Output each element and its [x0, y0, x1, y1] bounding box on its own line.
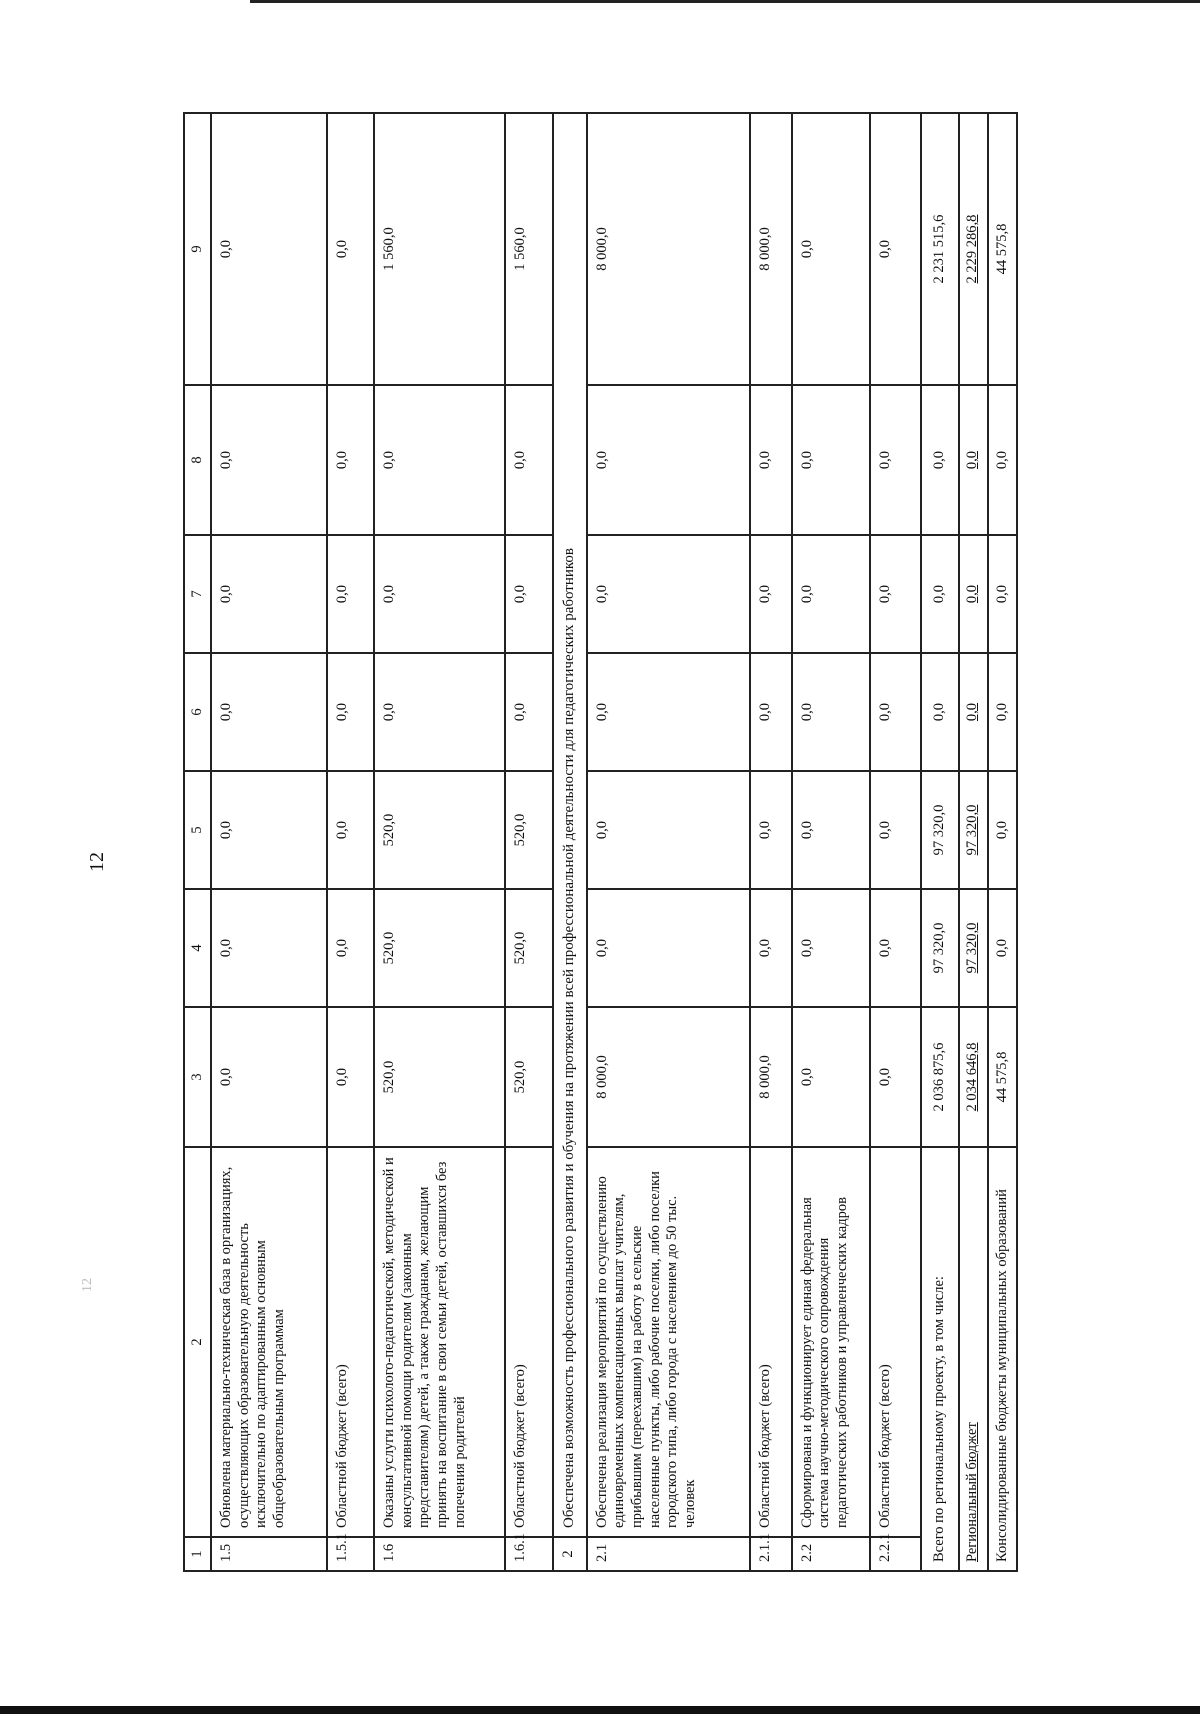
row-code: 2.2.1 — [870, 1537, 920, 1571]
total-row — [921, 113, 959, 1571]
value-cell: 0,0 — [587, 889, 750, 1007]
value-cell: 0,0 — [792, 385, 871, 535]
total-value: 0,0 — [921, 385, 959, 535]
value-cell: 0,0 — [750, 653, 792, 771]
header-cell: 3 — [184, 1007, 211, 1147]
value-cell: 0,0 — [792, 535, 871, 653]
value-cell: 0,0 — [327, 385, 374, 535]
value-cell: 0,0 — [327, 653, 374, 771]
value-cell: 0,0 — [327, 535, 374, 653]
total-value: 0,0 — [959, 653, 988, 771]
total-value: 0,0 — [959, 535, 988, 653]
value-cell: 0,0 — [505, 385, 552, 535]
value-cell: 0,0 — [792, 653, 871, 771]
value-cell: 0,0 — [792, 113, 871, 385]
row-code: 1.6.1 — [505, 1537, 552, 1571]
value-cell: 0,0 — [587, 385, 750, 535]
value-cell: 8 000,0 — [750, 113, 792, 385]
row-code: 1.5 — [211, 1537, 327, 1571]
value-cell: 520,0 — [505, 771, 552, 889]
row-name: Областной бюджет (всего) — [750, 1147, 792, 1537]
value-cell: 0,0 — [327, 113, 374, 385]
section-code: 2 — [553, 1537, 587, 1571]
value-cell: 0,0 — [792, 889, 871, 1007]
value-cell: 8 000,0 — [587, 1007, 750, 1147]
table-row — [374, 113, 505, 1571]
value-cell: 0,0 — [792, 1007, 871, 1147]
value-cell: 8 000,0 — [750, 1007, 792, 1147]
value-cell: 0,0 — [792, 771, 871, 889]
value-cell: 0,0 — [870, 535, 920, 653]
scan-edge-top — [250, 0, 1200, 3]
header-cell: 5 — [184, 771, 211, 889]
table-row — [505, 113, 552, 1571]
row-code: 2.1 — [587, 1537, 750, 1571]
rotated-budget-table — [183, 114, 1018, 1572]
value-cell: 520,0 — [374, 1007, 505, 1147]
total-value: 97 320,0 — [959, 771, 988, 889]
table-row — [750, 113, 792, 1571]
value-cell: 0,0 — [505, 535, 552, 653]
total-value: 2 231 515,6 — [921, 113, 959, 385]
header-row — [184, 113, 211, 1571]
value-cell: 0,0 — [211, 113, 327, 385]
total-value: 97 320,0 — [921, 889, 959, 1007]
value-cell: 520,0 — [505, 1007, 552, 1147]
table-row — [587, 113, 750, 1571]
header-cell: 9 — [184, 113, 211, 385]
value-cell: 0,0 — [587, 535, 750, 653]
page-number: 12 — [86, 852, 108, 872]
total-label: Региональный бюджет — [959, 1147, 988, 1571]
budget-table — [183, 112, 1018, 1572]
total-value: 97 320,0 — [921, 771, 959, 889]
value-cell: 0,0 — [327, 771, 374, 889]
value-cell: 0,0 — [211, 889, 327, 1007]
total-value: 0,0 — [921, 653, 959, 771]
value-cell: 520,0 — [374, 889, 505, 1007]
value-cell: 0,0 — [750, 771, 792, 889]
total-label: Консолидированные бюджеты муниципальных образований — [988, 1147, 1017, 1571]
row-name: Оказаны услуги психолого-педагогической, методической и консультативной помощи родителям (законным представителям) детей, а также гражданам, желающим принять на воспитание в свои семьи детей, оставшихся без попечения родителей — [374, 1147, 505, 1537]
row-code: 2.1.1 — [750, 1537, 792, 1571]
total-value: 0,0 — [921, 535, 959, 653]
value-cell: 0,0 — [870, 771, 920, 889]
total-value: 97 320,0 — [959, 889, 988, 1007]
total-value: 0,0 — [988, 771, 1017, 889]
total-value: 0,0 — [988, 653, 1017, 771]
total-value: 0,0 — [988, 889, 1017, 1007]
table-row — [211, 113, 327, 1571]
total-label: Всего по региональному проекту, в том числе: — [921, 1147, 959, 1571]
row-name: Обеспечена реализация мероприятий по осуществлению единовременных компенсационных выплат учителям, прибывшим (переехавшим) на работу в сельские населенные пункты, либо рабочие поселки, либо поселки городского типа, либо города с населением до 50 тыс. человек — [587, 1147, 750, 1537]
total-value: 44 575,8 — [988, 113, 1017, 385]
value-cell: 0,0 — [374, 385, 505, 535]
value-cell: 0,0 — [211, 535, 327, 653]
value-cell: 0,0 — [374, 653, 505, 771]
value-cell: 0,0 — [870, 113, 920, 385]
header-cell: 1 — [184, 1537, 211, 1571]
value-cell: 0,0 — [505, 653, 552, 771]
value-cell: 0,0 — [750, 385, 792, 535]
value-cell: 0,0 — [870, 385, 920, 535]
header-cell: 6 — [184, 653, 211, 771]
total-value: 0,0 — [959, 385, 988, 535]
value-cell: 0,0 — [870, 653, 920, 771]
table-row — [792, 113, 871, 1571]
total-value: 0,0 — [988, 385, 1017, 535]
ghost-page-number: 12 — [80, 1278, 95, 1292]
value-cell: 520,0 — [374, 771, 505, 889]
value-cell: 0,0 — [327, 889, 374, 1007]
value-cell: 0,0 — [211, 653, 327, 771]
total-value: 2 229 286,8 — [959, 113, 988, 385]
total-value: 44 575,8 — [988, 1007, 1017, 1147]
total-value: 0,0 — [988, 535, 1017, 653]
header-cell: 7 — [184, 535, 211, 653]
row-name: Областной бюджет (всего) — [327, 1147, 374, 1537]
header-cell: 2 — [184, 1147, 211, 1537]
row-name: Сформирована и функционирует единая федеральная система научно-методического сопровождения педагогических работников и управленческих кадров — [792, 1147, 871, 1537]
value-cell: 1 560,0 — [374, 113, 505, 385]
section-title: Обеспечена возможность профессионального развития и обучения на протяжении всей профессиональной деятельности для педагогических работников — [553, 113, 587, 1537]
row-code: 1.5.1 — [327, 1537, 374, 1571]
row-code: 1.6 — [374, 1537, 505, 1571]
scan-edge-bottom — [0, 1706, 1200, 1714]
total-row — [988, 113, 1017, 1571]
value-cell: 0,0 — [750, 535, 792, 653]
value-cell: 0,0 — [870, 1007, 920, 1147]
value-cell: 1 560,0 — [505, 113, 552, 385]
value-cell: 0,0 — [327, 1007, 374, 1147]
value-cell: 0,0 — [374, 535, 505, 653]
row-name: Обновлена материально-техническая база в организациях, осуществляющих образовательную деятельность исключительно по адаптированным основным общеобразовательным программам — [211, 1147, 327, 1537]
value-cell: 0,0 — [211, 1007, 327, 1147]
table-row — [870, 113, 920, 1571]
table-row — [327, 113, 374, 1571]
value-cell: 0,0 — [587, 771, 750, 889]
header-cell: 8 — [184, 385, 211, 535]
section-row — [553, 113, 587, 1571]
value-cell: 0,0 — [870, 889, 920, 1007]
value-cell: 520,0 — [505, 889, 552, 1007]
row-name: Областной бюджет (всего) — [870, 1147, 920, 1537]
total-value: 2 034 646,8 — [959, 1007, 988, 1147]
value-cell: 0,0 — [211, 771, 327, 889]
value-cell: 0,0 — [750, 889, 792, 1007]
header-cell: 4 — [184, 889, 211, 1007]
value-cell: 8 000,0 — [587, 113, 750, 385]
row-code: 2.2 — [792, 1537, 871, 1571]
value-cell: 0,0 — [587, 653, 750, 771]
value-cell: 0,0 — [211, 385, 327, 535]
total-row — [959, 113, 988, 1571]
total-value: 2 036 875,6 — [921, 1007, 959, 1147]
row-name: Областной бюджет (всего) — [505, 1147, 552, 1537]
